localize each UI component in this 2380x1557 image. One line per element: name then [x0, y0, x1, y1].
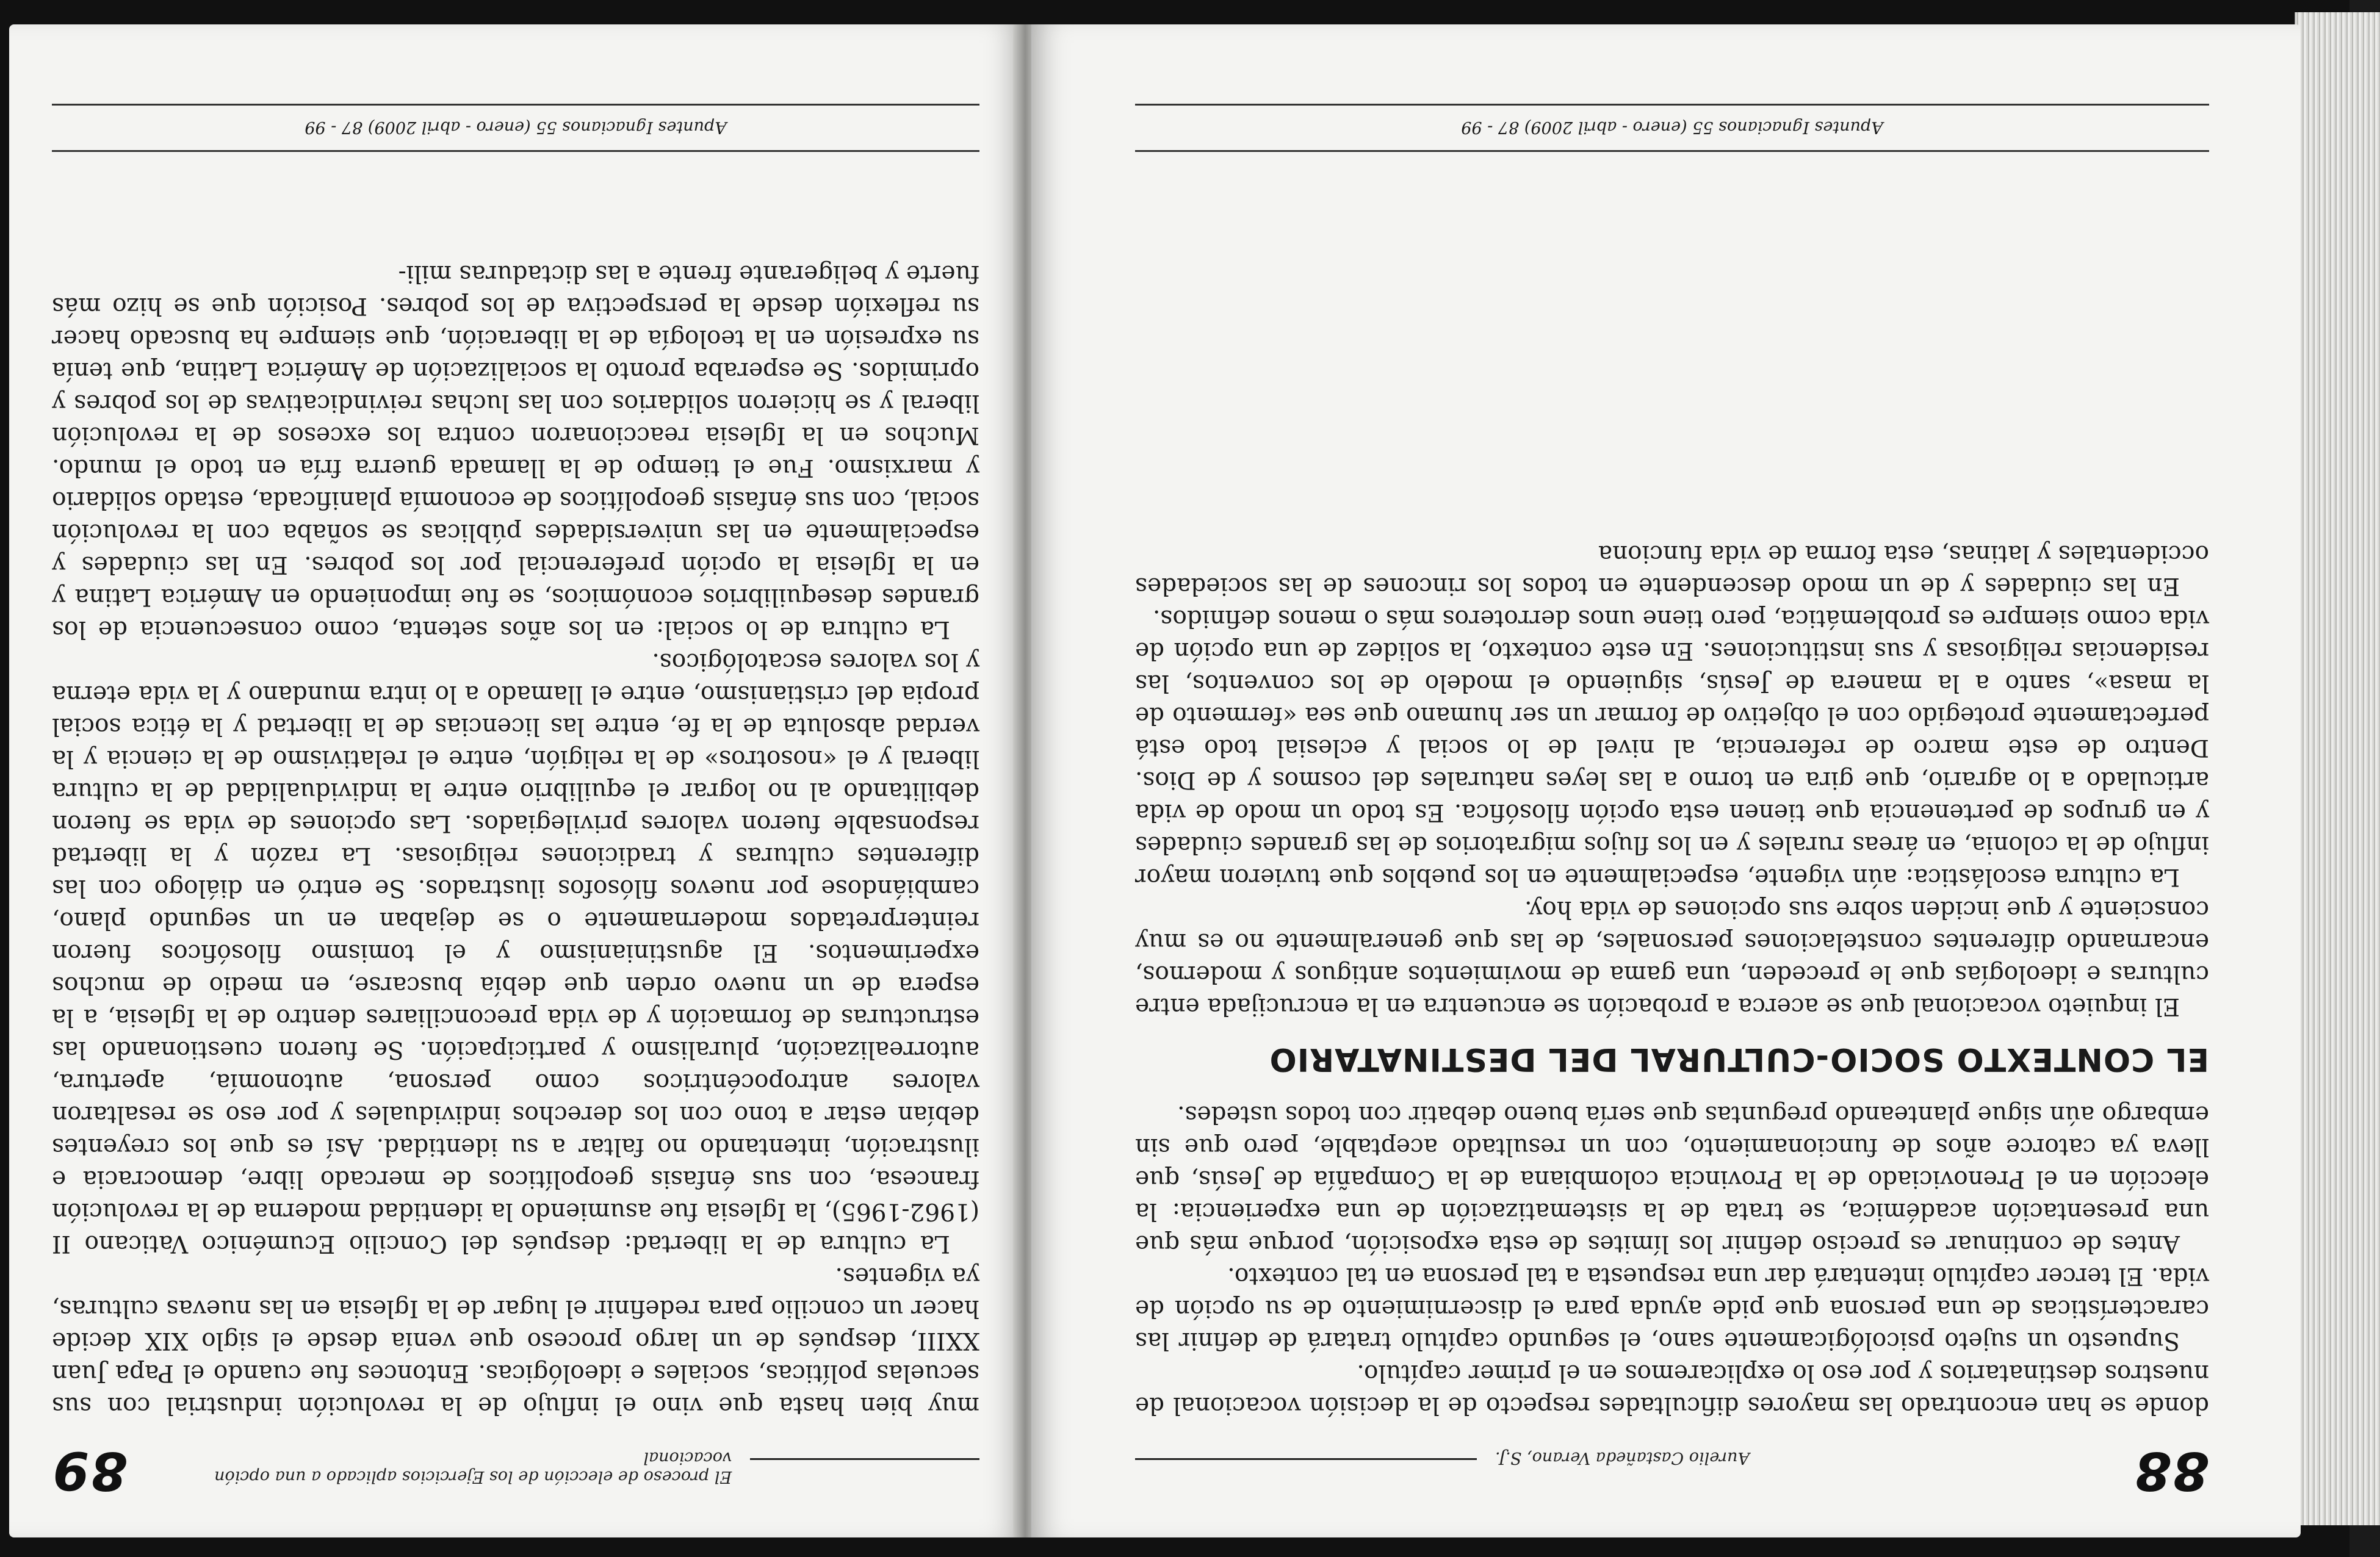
- paragraph: La cultura de la libertad: después del Concilio Ecuménico Vaticano II (1962-1965), la Iglesia fue asumiendo la identidad moderna de la revolución francesa, con sus énfasis geopolíticos de mercado libre, democracia e ilustración, intentando no faltar a su identidad. Así es que los creyentes debían estar a tono con los derechos individuales y por eso se resaltaron valores antropocéntricos como persona, autonomía, apertura, autorrealización, pluralismo y participación. Se fueron cuestionando las estructuras de formación y de vida preconciliares dentro de la Iglesia, a la espera de un nuevo orden que debía buscarse, en medio de muchos experimentos. El agustinianismo y el tomismo filosóficos fueron reinterpretados modernamente o se dejaban en un segundo plano, cambiándose por nuevos filósofos ilustrados. Se entró en diálogo con las diferentes culturas y tradiciones religiosas. La razón y la libertad responsable fueron valores privilegiados. Las opciones de vida se fueron debilitando al no lograr el equilibrio entre la individualidad de la cultura liberal y el «nosotros» de la religión, entre el relativismo de la ciencia y la verdad absoluta de la fe, entre las licencias de la libertad y la ética social propia del cristianismo, entre el llamado a lo intra mundano y la vida eterna y los valores escatológicos.: [52, 648, 979, 1257]
- left-page-header: [52, 1440, 979, 1507]
- running-head: Aurelio Castañeda Verano, S.J.: [1495, 1448, 1750, 1467]
- header-rule: [750, 1458, 979, 1460]
- right-page: [1031, 24, 2301, 1537]
- left-page: [9, 24, 1022, 1537]
- paragraph: Supuesto un sujeto psicológicamente sano, el segundo capítulo tratará de definir las características de una persona que pide ayuda para el discernimiento de su opción de vida. El tercer capítulo intentará dar una respuesta a tal persona en tal contexto.: [1135, 1262, 2209, 1354]
- right-page-footer: [1135, 104, 2209, 152]
- footer-rule: [1135, 104, 2209, 106]
- right-page-header: [1135, 1440, 2209, 1507]
- footer-rule: [1135, 150, 2209, 152]
- paragraph: La cultura de lo social: en los años setenta, como consecuencia de los grandes desequilibrios económicos, se fue imponiendo en América Latina y en la Iglesia la opción preferencial por los pobres. En las ciudades y especialmente en las universidades públicas se soñaba con la revolución social, con sus énfasis geopolíticos de economía planificada, estado solidario y marxismo. Fue el tiempo de la llamada guerra fría en todo el mundo. Muchos en la Iglesia reaccionaron contra los excesos de la revolución liberal y se hicieron solidarios con las luchas reivindicativas de los pobres y oprimidos. Se esperaba pronto la socialización de América Latina, que tenía su expresión en la teología de la liberación, que siempre ha buscado hacer su reflexión desde la perspectiva de los pobres. Posición que se hizo más fuerte y beligerante frente a las dictaduras mili-: [52, 260, 979, 643]
- paragraph: donde se han encontrado las mayores dificultades respecto de la decisión vocacional de nuestros destinatarios y por eso lo explicaremos en el primer capítulo.: [1135, 1359, 2209, 1419]
- left-page-footer: [52, 104, 979, 152]
- paragraph: muy bien hasta que vino el influjo de la revolución industrial con sus secuelas políticas, sociales e ideológicas. Entonces fue cuando el Papa Juan XXIII, después de un largo proceso que venía desde el siglo XIX decide hacer un concilio para redefinir el lugar de la Iglesia en las nuevas culturas, ya vigentes.: [52, 1262, 979, 1419]
- right-page-content: [1135, 104, 2209, 1507]
- page-stack-edge: [2295, 12, 2380, 1525]
- running-head: El proceso de elección de los Ejercicios aplicado a una opción vocacional: [214, 1448, 732, 1486]
- left-page-body: [52, 257, 979, 1422]
- page-number: 88: [2133, 1440, 2209, 1501]
- paragraph: Antes de continuar es preciso definir los límites de esta exposición, porque más que una presentación académica, se trata de la sistematización de una experiencia: la elección en el Prenoviciado de la Provincia colombiana de la Compañía de Jesús, que lleva ya catorce años de funcionamiento, con un resultado aceptable, pero que sin embargo aún sigue planteando preguntas que sería bueno debatir con todos ustedes.: [1135, 1101, 2209, 1257]
- paragraph: El inquieto vocacional que se acerca a probación se encuentra en la encrucijada entre culturas e ideologías que le preceden, una gama de movimientos antiguos y modernos, encarnando diferentes constelaciones personales, de las que generalmente no es muy consciente y que inciden sobre sus opciones de vida hoy.: [1135, 896, 2209, 1020]
- page-number: 89: [52, 1440, 128, 1501]
- journal-citation: Apuntes Ignacianos 55 (enero - abril 2009) 87 - 99: [305, 118, 727, 137]
- right-page-body: [1135, 538, 2209, 1422]
- section-heading: EL CONTEXTO SOCIO-CULTURAL DEL DESTINATARIO: [1269, 1041, 2209, 1077]
- footer-rule: [52, 104, 979, 106]
- header-rule: [1135, 1458, 1477, 1460]
- left-page-content: [52, 104, 979, 1507]
- footer-rule: [52, 150, 979, 152]
- paragraph: La cultura escolástica: aún vigente, especialmente en los pueblos que tuvieron mayor influjo de la colonia, en áreas rurales y en los flujos migratorios de las grandes ciudades y en grupos de pertenencia que tienen esta opción filosófica. Es todo un modo de vida articulado a lo agrario, que gira en torno a las leyes naturales del cosmos y de Dios. Dentro de este marco de referencia, al nivel de lo social y eclesial todo está perfectamente protegido con el objetivo de formar un ser humano que sea «fermento de la masa», santo a la manera de Jesús, siguiendo el modelo de los conventos, las residencias religiosas y sus instituciones. En este contexto, la solidez de una opción de vida como siempre es problemática, pero tiene unos derroteros más o menos definidos.: [1135, 605, 2209, 891]
- journal-citation: Apuntes Ignacianos 55 (enero - abril 2009) 87 - 99: [1461, 118, 1883, 137]
- paragraph: En las ciudades y de un modo descendente en todos los rincones de las sociedades occidentales y latinas, esta forma de vida funciona: [1135, 540, 2209, 600]
